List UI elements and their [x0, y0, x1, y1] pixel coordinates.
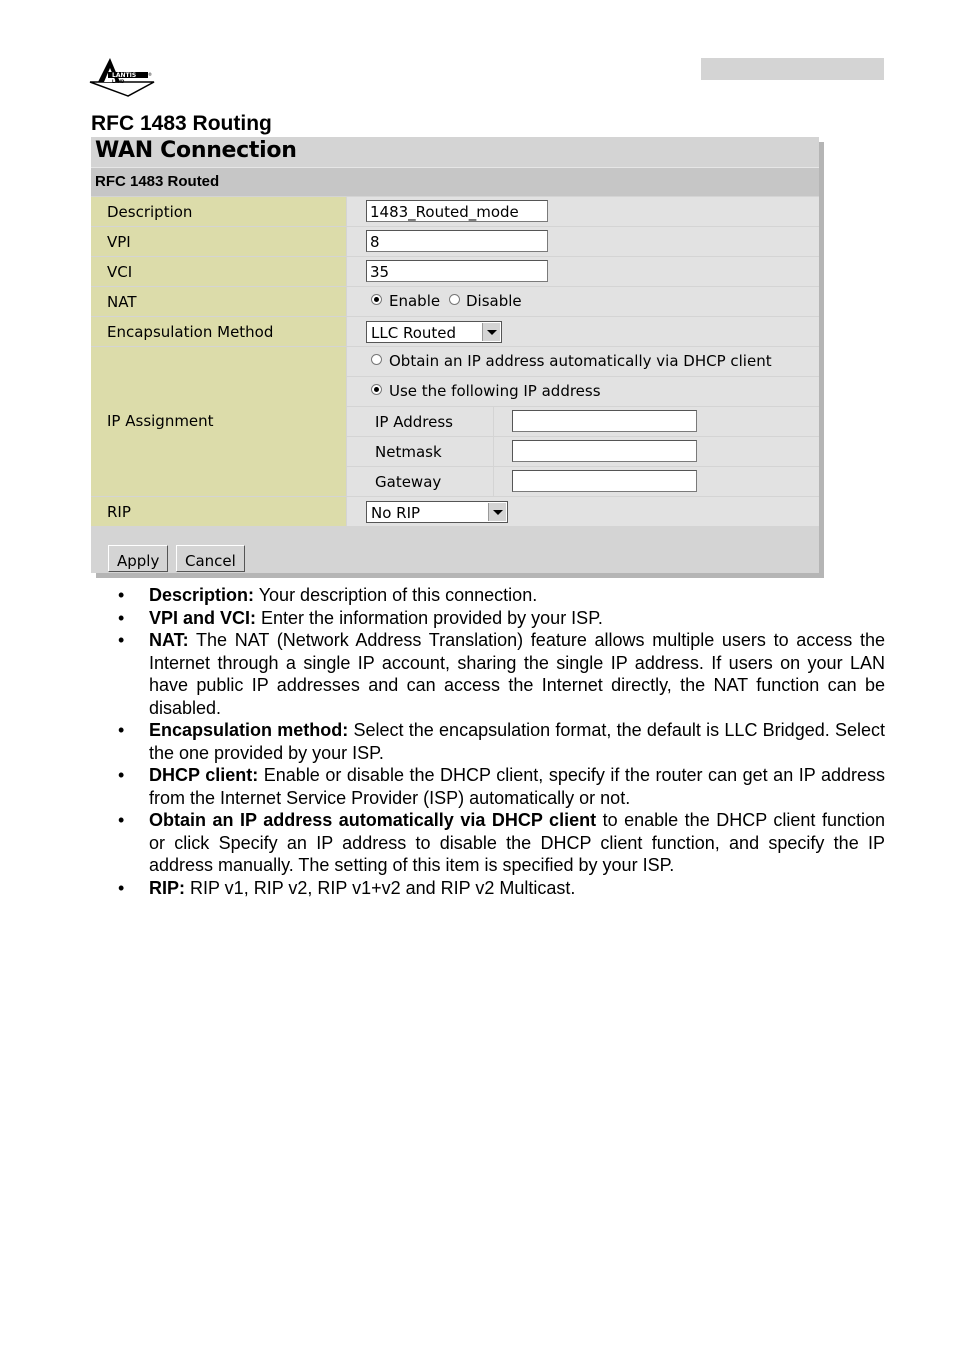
- static-ip-option-label: Use the following IP address: [389, 382, 601, 400]
- apply-button[interactable]: Apply: [108, 545, 168, 572]
- description-row: [91, 197, 819, 227]
- vpi-row: [91, 227, 819, 257]
- chevron-down-icon[interactable]: [488, 503, 506, 521]
- rip-select[interactable]: [366, 501, 508, 523]
- svg-text:LAND: LAND: [112, 79, 125, 84]
- rip-row: [91, 497, 819, 527]
- vpi-label: VPI: [107, 233, 131, 251]
- rip-value: No RIP: [371, 504, 421, 522]
- nat-row: [91, 287, 819, 317]
- panel-title: WAN Connection: [95, 138, 297, 163]
- svg-text:LANTIS: LANTIS: [112, 72, 137, 79]
- cancel-button[interactable]: Cancel: [176, 545, 245, 572]
- encapsulation-row: [91, 317, 819, 347]
- atlantis-land-logo: [88, 54, 188, 100]
- vci-row: [91, 257, 819, 287]
- nat-disable-label: Disable: [466, 292, 522, 310]
- nat-enable-radio[interactable]: [371, 294, 382, 305]
- encapsulation-label: Encapsulation Method: [107, 323, 274, 341]
- nat-label: NAT: [107, 293, 137, 311]
- ip-assignment-label: IP Assignment: [107, 412, 214, 430]
- chevron-down-icon[interactable]: [482, 323, 500, 341]
- encapsulation-select[interactable]: [366, 321, 502, 343]
- list-item: • RIP: RIP v1, RIP v2, RIP v1+v2 and RIP v2 Multicast.: [118, 877, 885, 900]
- list-item: • Description: Your description of this connection.: [118, 584, 885, 607]
- encapsulation-value: LLC Routed: [371, 324, 457, 342]
- nat-enable-label: Enable: [389, 292, 441, 310]
- gateway-label: Gateway: [375, 473, 442, 491]
- list-item: • Encapsulation method: Select the encapsulation format, the default is LLC Bridged. Select the one provided by your ISP.: [118, 719, 885, 764]
- static-ip-radio[interactable]: [371, 384, 382, 395]
- header-bar: [701, 58, 884, 80]
- nat-disable-radio[interactable]: [449, 294, 460, 305]
- ip-assignment-row: [91, 347, 819, 497]
- dhcp-radio[interactable]: [371, 354, 382, 365]
- netmask-label: Netmask: [375, 443, 442, 461]
- field-descriptions-list: [118, 584, 885, 899]
- vpi-input[interactable]: 8: [366, 230, 548, 252]
- list-item: • NAT: The NAT (Network Address Translation) feature allows multiple users to access the Internet through a single IP account, sharing the single IP address. If users on your LAN have public IP addresses and can access the Internet directly, the NAT function can be disabled.: [118, 629, 885, 719]
- description-input[interactable]: 1483_Routed_mode: [366, 200, 548, 222]
- list-item: • DHCP client: Enable or disable the DHCP client, specify if the router can get an IP address from the Internet Service Provider (ISP) automatically or not.: [118, 764, 885, 809]
- dhcp-option-label: Obtain an IP address automatically via DHCP client: [389, 352, 772, 370]
- description-label: Description: [107, 203, 193, 221]
- wan-connection-panel: [91, 137, 819, 573]
- vci-label: VCI: [107, 263, 133, 281]
- ip-address-input[interactable]: [512, 410, 697, 432]
- netmask-input[interactable]: [512, 440, 697, 462]
- gateway-input[interactable]: [512, 470, 697, 492]
- section-header: [91, 167, 819, 196]
- list-item: • VPI and VCI: Enter the information provided by your ISP.: [118, 607, 885, 630]
- list-item: • Obtain an IP address automatically via DHCP client to enable the DHCP client function or click Specify an IP address to disable the DHCP client function, and specify the IP address manually. The setting of this item is specified by your ISP.: [118, 809, 885, 877]
- ip-address-label: IP Address: [375, 413, 453, 431]
- rip-label: RIP: [107, 503, 131, 521]
- section-header-label: RFC 1483 Routed: [95, 173, 220, 190]
- svg-text:®: ®: [148, 72, 152, 77]
- vci-input[interactable]: 35: [366, 260, 548, 282]
- section-title: RFC 1483 Routing: [91, 112, 272, 135]
